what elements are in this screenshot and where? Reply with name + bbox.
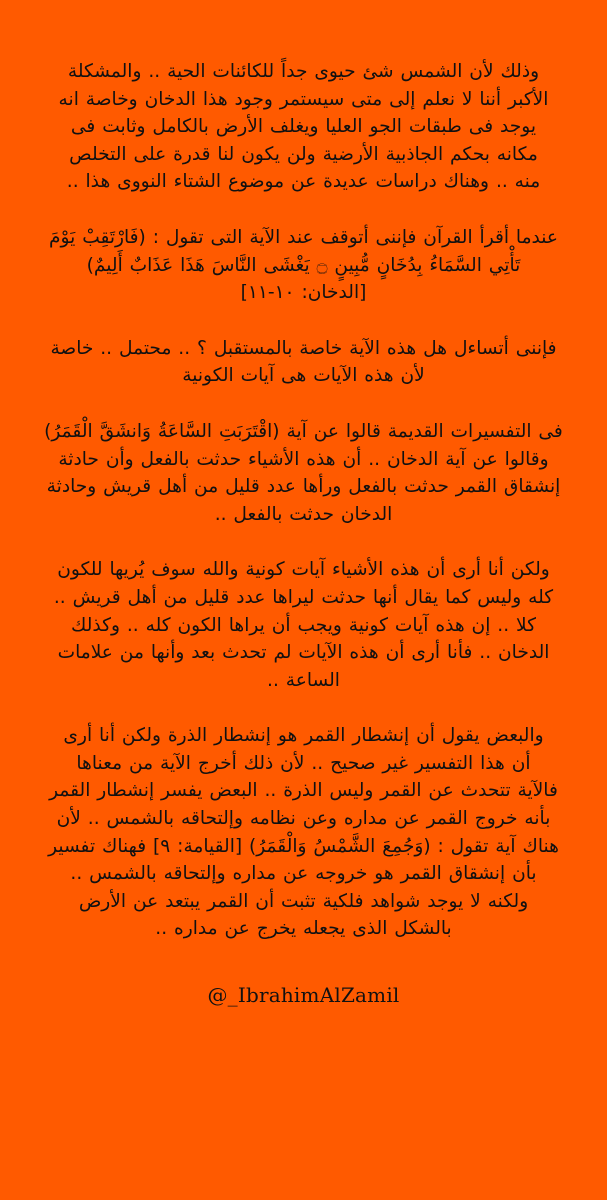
paragraph-3: فإننى أتساءل هل هذه الآية خاصة بالمستقبل ؟ .. محتمل .. خاصة لأن هذه الآيات هى آيات الكونية <box>50 337 557 387</box>
paragraph-5: ولكن أنا أرى أن هذه الأشياء آيات كونية والله سوف يُريها للكون كله وليس كما يقال أنها حدثت ليراها عدد قليل من أهل قريش .. كلا .. إن هذه آيات كونية ويجب أن يراها الكون كله .. وكذلك الدخان .. فأنا أرى أن هذه الآيات لم تحدث بعد وأنها من علامات الساعة .. <box>53 559 554 691</box>
paragraph-4: فى التفسيرات القديمة قالوا عن آية (اقْتَرَبَتِ السَّاعَةُ وَانشَقَّ الْقَمَرُ) وقالوا عن آية الدخان .. أن هذه الأشياء حدثت بالفعل وأن حادثة إنشقاق القمر حدثت بالفعل ورأها عدد قليل من أهل قريش وحادثة الدخان حدثت بالفعل .. <box>44 420 563 525</box>
author-signature: @_IbrahimAlZamil <box>207 983 400 1008</box>
paragraph-1: وذلك لأن الشمس شئ حيوى جداً للكائنات الحية .. والمشكلة الأكبر أننا لا نعلم إلى متى سيستمر وجود هذا الدخان وخاصة انه يوجد فى طبقات الجو العليا ويغلف الأرض بالكامل وثابت فى مكانه بحكم الجاذبية الأرضية ولن يكون لنا قدرة على التخلص منه .. وهناك دراسات عديدة عن موضوع الشتاء النووى هذا .. <box>58 61 549 193</box>
paragraph-6: والبعض يقول أن إنشطار القمر هو إنشطار الذرة ولكن أنا أرى أن هذا التفسير غير صحيح .. لأن ذلك أخرج الآية من معناها فالآية تتحدث عن القمر وليس الذرة .. البعض يفسر إنشطار القمر بأنه خروج القمر عن مداره وعن نظامه وإلتحاقه بالشمس .. لأن هناك آية تقول : (وَجُمِعَ الشَّمْسُ وَالْقَمَرُ) [القيامة: ٩] فهناك تفسير بأن إنشقاق القمر هو خروجه عن مداره وإلتحاقه بالشمس .. ولكنه لا يوجد شواهد فلكية تثبت أن القمر يبتعد عن الأرض بالشكل الذى يجعله يخرج عن مداره .. <box>48 725 559 940</box>
paragraph-2: عندما أقرأ القرآن فإننى أتوقف عند الآية التى تقول : (فَارْتَقِبْ يَوْمَ تَأْتِي السَّمَاءُ بِدُخَانٍ مُّبِينٍ ۝ يَغْشَى النَّاسَ هَذَا عَذَابٌ أَلِيمٌ) [الدخان: ١٠-١١] <box>48 226 559 304</box>
document-body <box>22 58 585 943</box>
